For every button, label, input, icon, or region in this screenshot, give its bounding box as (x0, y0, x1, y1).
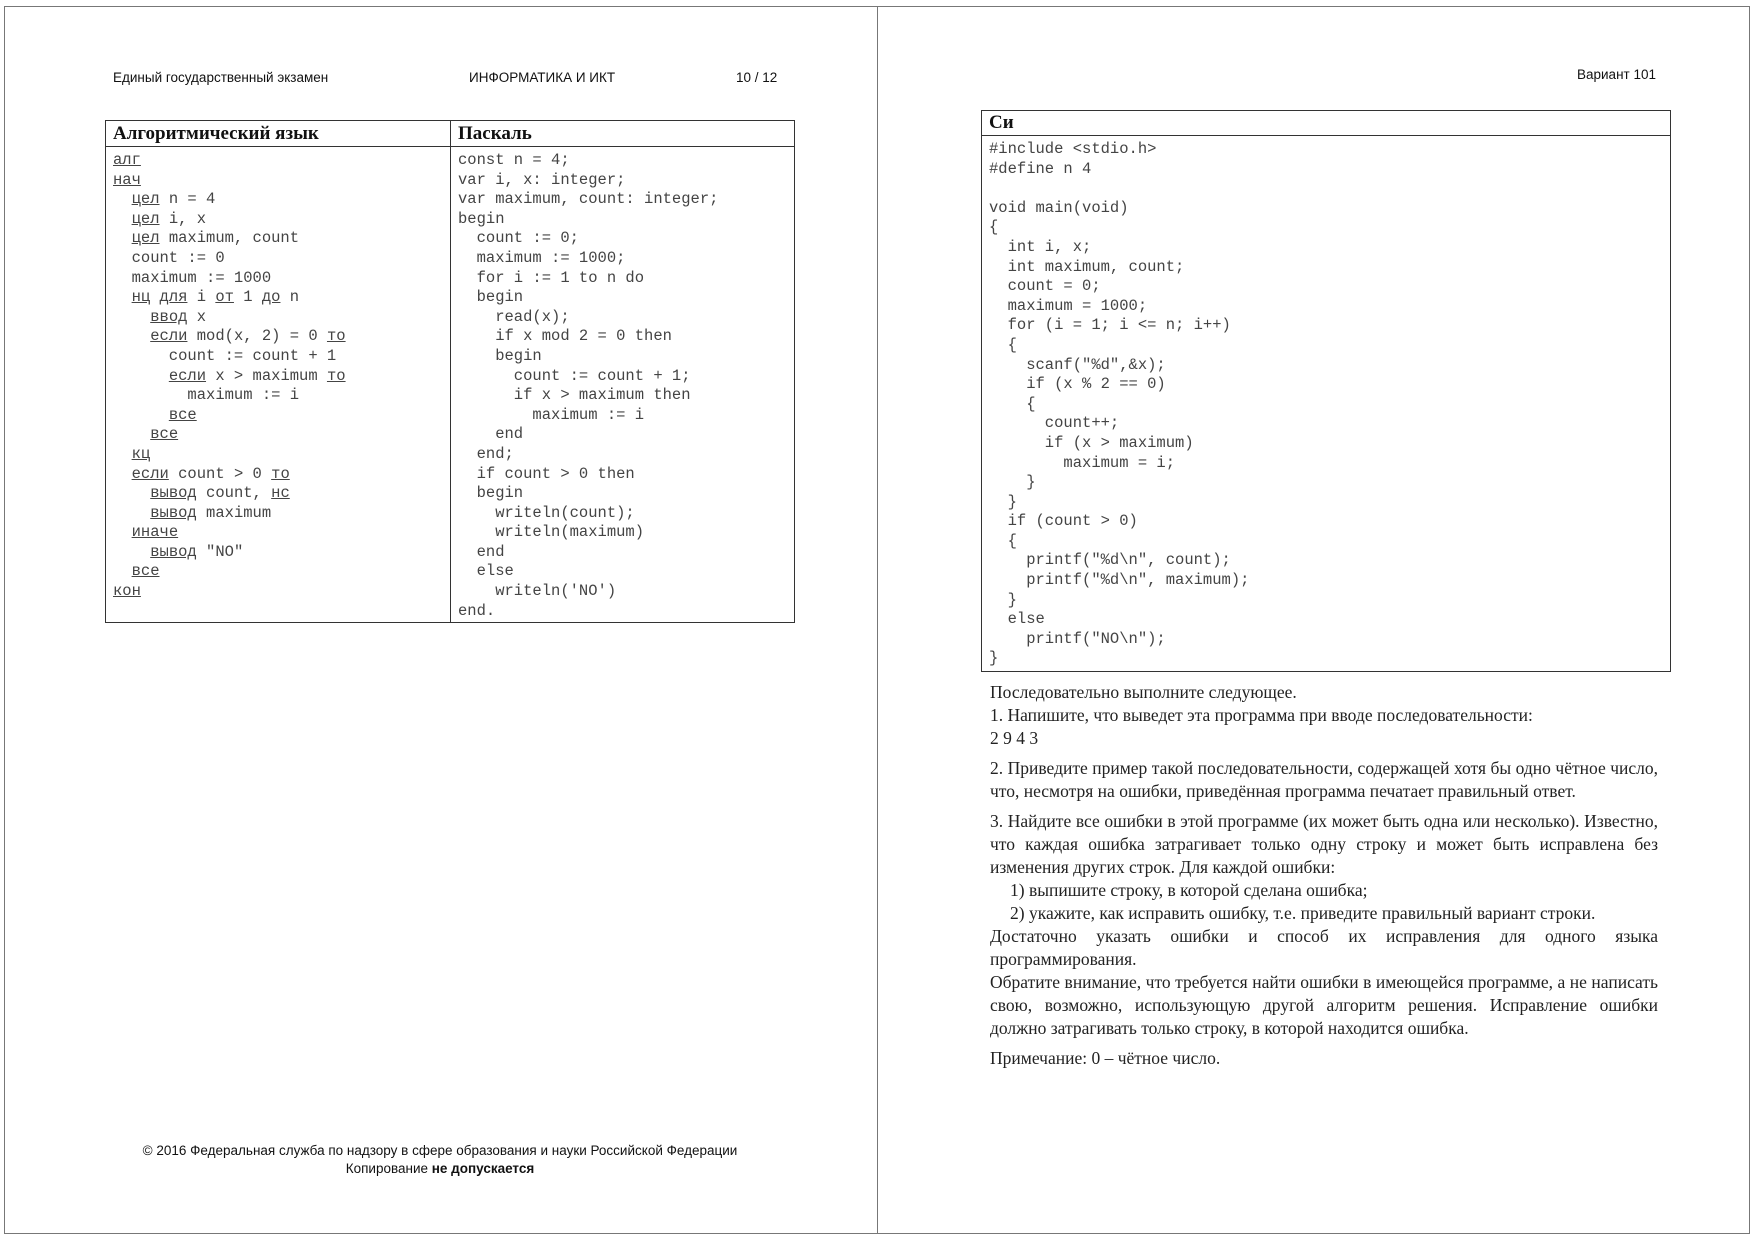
algo-code-text: maximum := i (113, 386, 300, 405)
pascal-code-line: read(x); (458, 307, 570, 326)
exam-title: Единый государственный экзамен (113, 70, 329, 85)
algo-keyword: вывод (150, 503, 197, 522)
algo-code-text (113, 484, 150, 502)
pascal-code-line: maximum := 1000; (458, 248, 626, 267)
algo-code-line (113, 288, 443, 308)
c-code-line: else (989, 610, 1045, 629)
algo-keyword: цел (131, 229, 160, 248)
algo-code-line (113, 386, 443, 406)
algo-code-text: x (187, 307, 207, 326)
algo-keyword: иначе (131, 523, 179, 542)
pascal-column-title: Паскаль (451, 121, 795, 147)
algo-code-text: x > maximum (206, 366, 327, 385)
algo-code-text: count := count + 1 (113, 346, 337, 365)
variant-label: Вариант 101 (1577, 67, 1656, 82)
algo-keyword: вывод (150, 542, 197, 561)
algo-code-line (113, 562, 443, 582)
algo-code-text (113, 406, 169, 424)
algo-code-line (113, 210, 443, 230)
c-code-line: } (989, 590, 1017, 609)
algo-code-line (113, 269, 443, 289)
c-code-line: { (989, 335, 1017, 354)
pascal-code-line: maximum := i (458, 405, 645, 424)
copyright-footer (5, 1142, 875, 1178)
c-code-line: #include <stdio.h> (989, 140, 1157, 158)
algo-code-text: count > 0 (168, 464, 272, 483)
algo-code-text: maximum, count (159, 229, 300, 248)
question-3: 3. Найдите все ошибки в этой программе (их может быть одна или несколько). Известно, что каждая ошибка затрагивает только одну строку и может быть исправлена без изменения других строк. Для каждой ошибки: (990, 811, 1658, 877)
pascal-code-line: for i := 1 to n do (458, 268, 645, 287)
c-code-line: if (x % 2 == 0) (989, 375, 1166, 394)
pascal-code-line: if x mod 2 = 0 then (458, 327, 672, 346)
c-code-table (981, 110, 1671, 672)
pascal-code-line: writeln('NO') (458, 582, 617, 601)
pascal-code-line: writeln(count); (458, 503, 635, 522)
algo-code-line (113, 484, 443, 504)
c-code-line: int i, x; (989, 237, 1092, 256)
c-code-line: int maximum, count; (989, 257, 1185, 276)
algo-code-text: maximum (196, 503, 272, 522)
algo-keyword: то (271, 464, 290, 483)
algo-keyword: вывод (150, 484, 197, 503)
c-column-title: Си (982, 111, 1671, 136)
question-1: 1. Напишите, что выведет эта программа при вводе последовательности: (990, 705, 1533, 725)
algo-code-text (113, 445, 132, 463)
pascal-code-line: end; (458, 444, 514, 463)
algo-keyword: нц (131, 288, 151, 307)
algo-column-title: Алгоритмический язык (106, 121, 451, 147)
copy-notice-prefix: Копирование (345, 1161, 432, 1176)
pascal-code-line: if x > maximum then (458, 386, 691, 405)
algo-code-text: "NO" (196, 542, 244, 561)
algo-keyword: для (159, 288, 188, 307)
c-code-line: count++; (989, 414, 1120, 433)
algo-code-text (113, 308, 150, 326)
algo-code-line (113, 171, 443, 191)
algo-code-text (113, 367, 169, 385)
algo-keyword: то (326, 366, 346, 385)
algo-code-line (113, 523, 443, 543)
algo-keyword: если (168, 366, 207, 385)
algo-code-line (113, 445, 443, 465)
pascal-code-line: end. (458, 601, 496, 620)
copy-notice (5, 1160, 875, 1178)
algo-code-text: count := 0 (113, 248, 225, 267)
algo-code-text: maximum := 1000 (113, 268, 272, 287)
algo-code-text (113, 543, 150, 561)
paragraph-one-language: Достаточно указать ошибки и способ их исправления для одного языка программирования. (990, 926, 1658, 969)
algo-keyword: от (215, 288, 234, 307)
pascal-code-line: begin (458, 288, 524, 307)
algo-keyword: кц (131, 444, 151, 463)
algo-code-text: n = 4 (159, 190, 216, 209)
left-page (4, 6, 878, 1234)
c-code-cell (982, 136, 1671, 672)
c-code-line: } (989, 492, 1017, 511)
c-code-line: { (989, 531, 1017, 550)
algo-code-line (113, 367, 443, 387)
task-text (990, 681, 1658, 1070)
question-1-sequence: 2 9 4 3 (990, 728, 1039, 748)
algo-code-line (113, 249, 443, 269)
algo-code-text (113, 210, 132, 228)
algo-code-text: n (280, 288, 300, 307)
algo-code-line (113, 229, 443, 249)
algo-code-text (113, 523, 132, 541)
algo-code-text (113, 562, 132, 580)
pascal-code-line: begin (458, 209, 505, 228)
right-page (877, 6, 1750, 1234)
algo-code-text: i (187, 288, 216, 307)
c-code-line: maximum = i; (989, 453, 1176, 472)
algo-code-text (150, 288, 159, 306)
algo-code-text: i, x (159, 209, 207, 228)
c-code (989, 140, 1663, 669)
pascal-code-line: begin (458, 484, 524, 503)
algo-code-text: count, (196, 484, 272, 503)
algo-keyword: нс (271, 484, 290, 503)
algo-keyword: все (150, 425, 179, 444)
algo-keyword: цел (131, 190, 160, 209)
c-code-line: printf("%d\n", count); (989, 551, 1231, 570)
algo-keyword: если (131, 464, 169, 483)
algo-code-text (113, 288, 132, 306)
algo-code-line (113, 504, 443, 524)
c-code-line: count = 0; (989, 277, 1101, 296)
algo-code-text (113, 327, 150, 345)
algo-code-line (113, 327, 443, 347)
algo-keyword: все (131, 562, 160, 581)
c-code-line: #define n 4 (989, 159, 1092, 178)
algo-keyword: кон (113, 582, 141, 601)
algo-code-line (113, 190, 443, 210)
algo-keyword: все (168, 405, 197, 424)
algo-code-text (113, 425, 150, 443)
algo-keyword: цел (131, 209, 160, 228)
algo-code-text: 1 (233, 288, 262, 307)
algo-keyword: нач (113, 170, 141, 189)
algo-code-text: mod(x, 2) = 0 (187, 327, 327, 346)
algo-keyword: то (326, 327, 346, 346)
algo-code-line (113, 347, 443, 367)
algo-keyword: до (261, 288, 281, 307)
copyright-line: © 2016 Федеральная служба по надзору в сфере образования и науки Российской Федерации (142, 1143, 738, 1158)
pascal-code-line: writeln(maximum) (458, 523, 645, 542)
pascal-code (458, 151, 787, 621)
c-code-line (989, 179, 1663, 199)
c-code-line: for (i = 1; i <= n; i++) (989, 316, 1231, 335)
c-code-line: scanf("%d",&x); (989, 355, 1166, 374)
c-code-line: } (989, 649, 999, 668)
c-code-line: printf("%d\n", maximum); (989, 571, 1250, 590)
c-code-line: maximum = 1000; (989, 296, 1148, 315)
pascal-code-line: if count > 0 then (458, 464, 635, 483)
algo-keyword: если (150, 327, 188, 346)
algo-code-line (113, 582, 443, 602)
algo-code-text (113, 465, 132, 483)
question-3-item-2: 2) укажите, как исправить ошибку, т.е. приведите правильный вариант строки. (1010, 903, 1596, 923)
pascal-code-line: end (458, 425, 524, 444)
c-code-line: printf("NO\n"); (989, 629, 1166, 648)
c-code-line: if (count > 0) (989, 512, 1138, 531)
algo-code-line (113, 308, 443, 328)
c-code-line: if (x > maximum) (989, 433, 1194, 452)
algo-code-text (113, 229, 132, 247)
algo-code (113, 151, 443, 602)
c-code-line: } (989, 473, 1036, 492)
algo-code-line (113, 406, 443, 426)
pascal-code-line: var i, x: integer; (458, 170, 626, 189)
subject-title: ИНФОРМАТИКА И ИКТ (469, 70, 616, 85)
pascal-code-line: begin (458, 346, 542, 365)
paragraph-attention: Обратите внимание, что требуется найти ошибки в имеющейся программе, а не написать свою, возможно, использующую другой алгоритм решения. Исправление ошибки должно затрагивать только строку, в которой находится ошибка. (990, 972, 1658, 1038)
algo-keyword: ввод (150, 307, 188, 326)
code-table (105, 120, 795, 623)
copy-notice-bold: не допускается (431, 1161, 535, 1176)
pascal-code-line: const n = 4; (458, 151, 570, 169)
question-2: 2. Приведите пример такой последовательности, содержащей хотя бы одно чётное число, что, несмотря на ошибки, приведённая программа печатает правильный ответ. (990, 758, 1658, 801)
pascal-code-line: var maximum, count: integer; (458, 190, 719, 209)
pascal-code-line: else (458, 562, 514, 581)
algo-code-text (113, 190, 132, 208)
algo-code-text (113, 504, 150, 522)
algo-code-line (113, 543, 443, 563)
algo-code-line (113, 425, 443, 445)
algo-code-line (113, 151, 443, 171)
page-number: 10 / 12 (736, 70, 778, 85)
algo-code-cell (106, 147, 451, 623)
task-intro: Последовательно выполните следующее. (990, 682, 1297, 702)
note-even-zero: Примечание: 0 – чётное число. (990, 1048, 1221, 1068)
pascal-code-line: count := 0; (458, 229, 579, 248)
pascal-code-cell (451, 147, 795, 623)
pascal-code-line: end (458, 542, 505, 561)
c-code-line: { (989, 218, 999, 237)
question-3-item-1: 1) выпишите строку, в которой сделана ошибка; (1010, 880, 1368, 900)
c-code-line: void main(void) (989, 198, 1129, 217)
c-code-line: { (989, 394, 1036, 413)
pascal-code-line: count := count + 1; (458, 366, 691, 385)
algo-keyword: алг (113, 151, 141, 169)
algo-code-line (113, 465, 443, 485)
